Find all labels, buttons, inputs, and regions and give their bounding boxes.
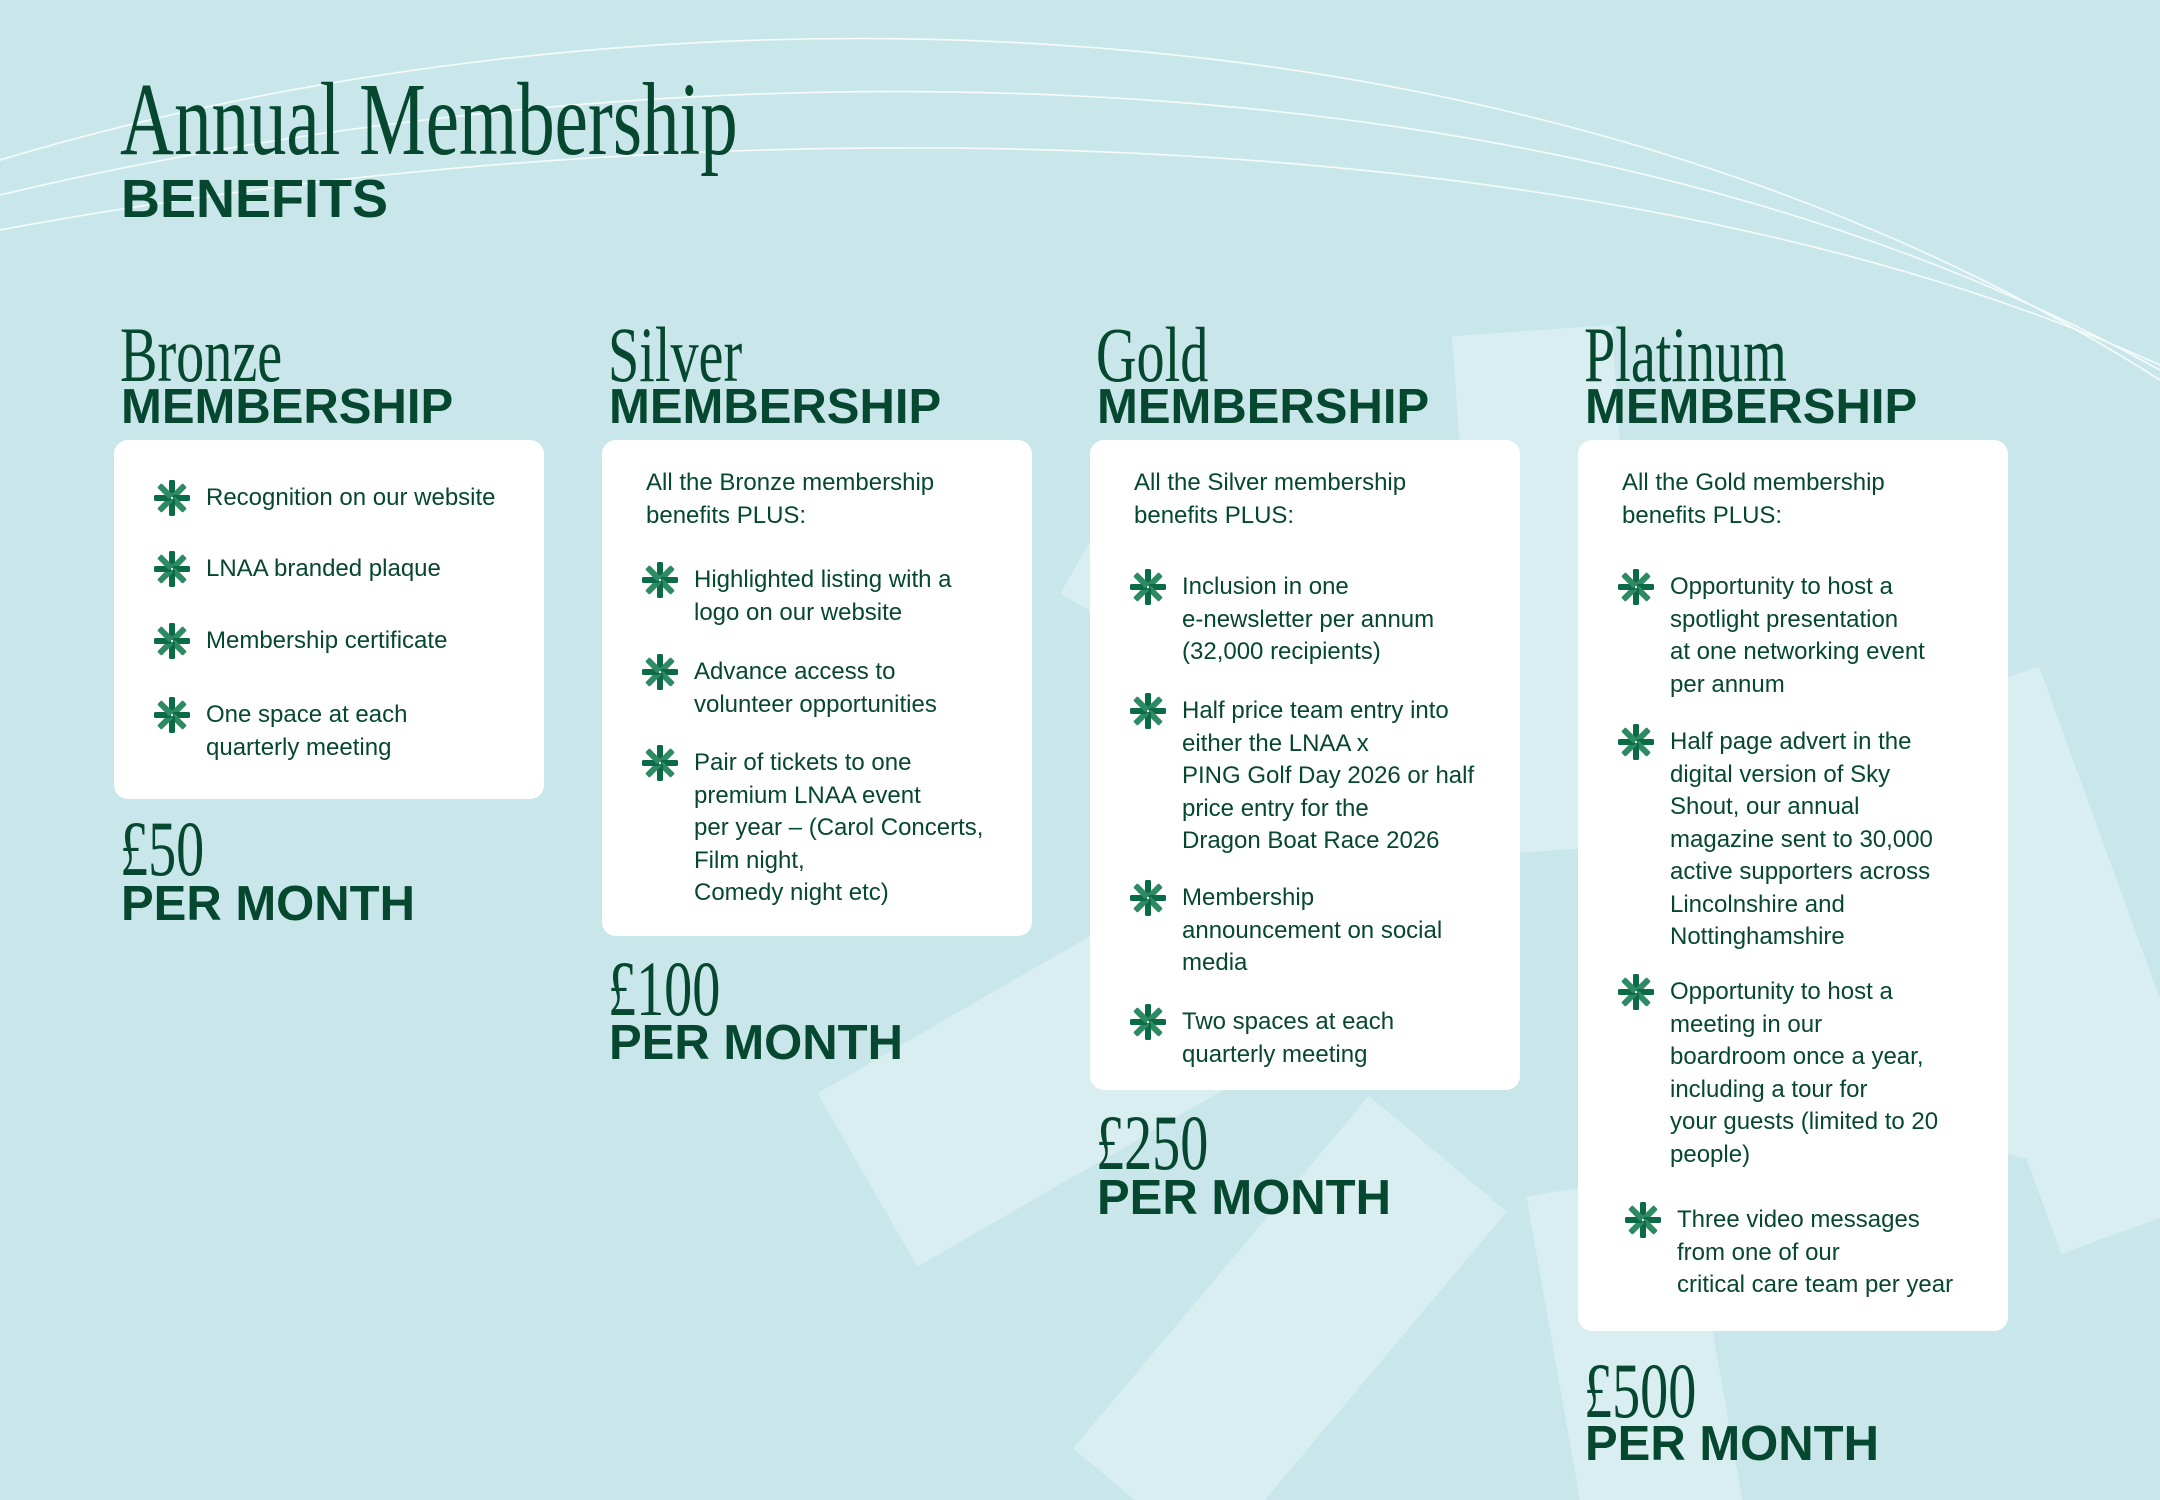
benefit-item [1623, 1204, 2003, 1302]
tier-name: Gold [1096, 311, 1209, 398]
asterisk-icon [1128, 1002, 1168, 1042]
asterisk-icon [1128, 691, 1168, 731]
price: £500 [1584, 1347, 1697, 1434]
benefit-item [152, 553, 532, 589]
tier-name: Silver [608, 311, 743, 398]
page-subtitle: BENEFITS [121, 169, 389, 229]
tier-label: MEMBERSHIP [1585, 380, 1918, 434]
benefit-text: Opportunity to host a meeting in our boardroom once a year, including a tour for your guests (limited to 20 people) [1670, 978, 1939, 1168]
benefit-item [640, 564, 1020, 629]
benefits-card [1578, 440, 2008, 1331]
tier-label: MEMBERSHIP [121, 380, 454, 434]
asterisk-icon [1616, 722, 1656, 762]
tier-name: Platinum [1584, 311, 1787, 398]
benefit-text: Half page advert in the digital version of Sky Shout, our annual magazine sent to 30,000 active supporters across Lincolnshire and Nottinghamshire [1670, 728, 1933, 950]
benefit-text: Highlighted listing with a logo on our website [694, 566, 952, 626]
benefit-item [640, 656, 1020, 721]
benefit-text: Half price team entry into either the LNAA x PING Golf Day 2026 or half price entry for the Dragon Boat Race 2026 [1182, 697, 1475, 854]
benefit-item [152, 625, 532, 661]
asterisk-icon [1128, 878, 1168, 918]
benefits-intro: All the Bronze membership benefits PLUS: [646, 469, 935, 529]
benefit-item [1616, 976, 1996, 1171]
asterisk-icon [152, 695, 192, 735]
benefit-item [1616, 571, 1996, 701]
asterisk-icon [640, 652, 680, 692]
benefits-card [1090, 440, 1520, 1090]
benefit-text: Advance access to volunteer opportunities [694, 658, 937, 718]
price-label: PER MONTH [609, 1016, 903, 1070]
benefit-text: Two spaces at each quarterly meeting [1182, 1008, 1395, 1068]
benefit-item [1616, 726, 1996, 954]
benefit-text: Membership certificate [206, 627, 448, 654]
price: £250 [1096, 1099, 1209, 1186]
benefits-intro: All the Gold membership benefits PLUS: [1622, 469, 1885, 529]
benefit-item [152, 699, 532, 764]
benefit-item [1128, 882, 1508, 980]
price: £50 [120, 805, 205, 892]
benefit-text: Membership announcement on social media [1182, 884, 1443, 976]
asterisk-icon [152, 549, 192, 589]
asterisk-icon [640, 560, 680, 600]
asterisk-icon [152, 621, 192, 661]
benefit-text: Inclusion in one e-newsletter per annum (32,000 recipients) [1182, 573, 1435, 665]
price-label: PER MONTH [1585, 1417, 1879, 1471]
benefit-item [1128, 695, 1508, 858]
price-label: PER MONTH [121, 877, 415, 931]
benefit-text: Pair of tickets to one premium LNAA event per year – (Carol Concerts, Film night, Comedy night etc) [694, 749, 984, 906]
benefits-intro: All the Silver membership benefits PLUS: [1134, 469, 1407, 529]
asterisk-icon [1616, 567, 1656, 607]
tier-label: MEMBERSHIP [1097, 380, 1430, 434]
benefit-item [1128, 571, 1508, 669]
benefit-item [640, 747, 1020, 910]
benefit-text: Recognition on our website [206, 484, 496, 511]
page-title: Annual Membership [120, 62, 738, 177]
asterisk-icon [152, 478, 192, 518]
asterisk-icon [1623, 1200, 1663, 1240]
benefit-text: LNAA branded plaque [206, 555, 441, 582]
tier-label: MEMBERSHIP [609, 380, 942, 434]
asterisk-icon [1128, 567, 1168, 607]
asterisk-icon [1616, 972, 1656, 1012]
benefit-item [1128, 1006, 1508, 1071]
benefit-text: One space at each quarterly meeting [206, 701, 408, 761]
tier-name: Bronze [120, 311, 283, 398]
asterisk-icon [640, 743, 680, 783]
benefit-item [152, 482, 532, 518]
benefit-text: Opportunity to host a spotlight presentation at one networking event per annum [1670, 573, 1925, 698]
benefits-card [114, 440, 544, 799]
benefit-text: Three video messages from one of our critical care team per year [1677, 1206, 1954, 1298]
price-label: PER MONTH [1097, 1171, 1391, 1225]
benefits-card [602, 440, 1032, 936]
price: £100 [608, 945, 721, 1032]
